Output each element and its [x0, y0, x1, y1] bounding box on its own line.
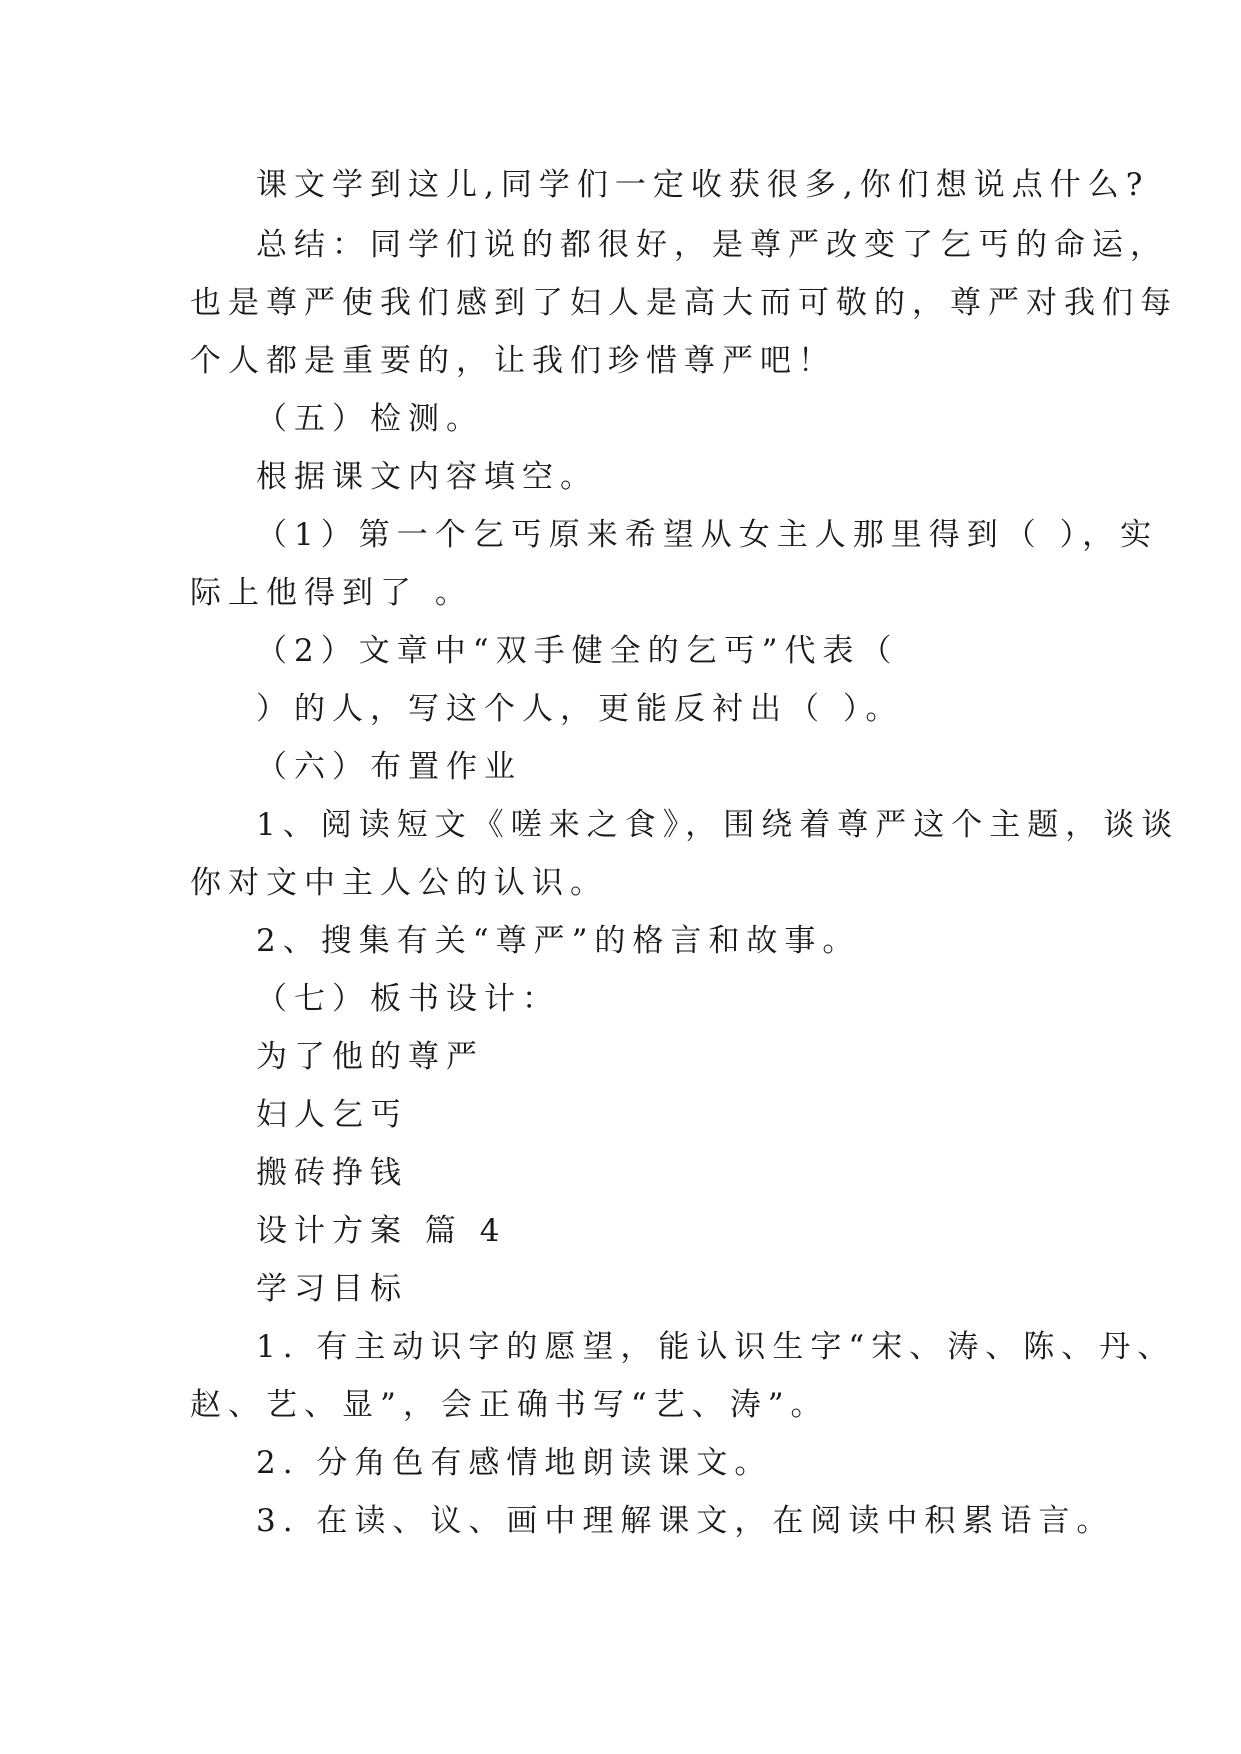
section-heading: （七）板书设计：: [256, 981, 560, 1017]
paragraph-line: （2）文章中“双手健全的乞丐”代表（: [256, 633, 899, 669]
paragraph-line: 3. 在读、议、画中理解课文，在阅读中积累语言。: [256, 1503, 1115, 1539]
paragraph-line: 1. 有主动识字的愿望，能认识生字“宋、涛、陈、丹、: [256, 1329, 1176, 1365]
paragraph-line: 也是尊严使我们感到了妇人是高大而可敬的，尊严对我们每: [190, 285, 1178, 321]
paragraph-line: 为了他的尊严: [256, 1039, 484, 1075]
section-heading: （五）检测。: [256, 401, 484, 437]
paragraph-line: 赵、艺、显”，会正确书写“艺、涛”。: [190, 1387, 829, 1423]
paragraph-line: 根据课文内容填空。: [256, 459, 598, 495]
paragraph-line: 2. 分角色有感情地朗读课文。: [256, 1445, 773, 1481]
paragraph-line: ）的人，写这个人，更能反衬出（ ）。: [256, 691, 904, 727]
paragraph-line: 际上他得到了 。: [190, 575, 473, 611]
paragraph-line: （1）第一个乞丐原来希望从女主人那里得到（ ），实: [256, 517, 1159, 553]
paragraph-line: 总结：同学们说的都很好，是尊严改变了乞丐的命运，: [256, 227, 1168, 263]
section-heading: 学习目标: [256, 1271, 408, 1307]
section-heading: 设计方案 篇 4: [256, 1213, 507, 1249]
paragraph-line: 课文学到这儿,同学们一定收获很多,你们想说点什么?: [256, 167, 1150, 203]
paragraph-line: 搬砖挣钱: [256, 1155, 408, 1191]
paragraph-line: 你对文中主人公的认识。: [190, 865, 608, 901]
paragraph-line: 妇人乞丐: [256, 1097, 408, 1133]
paragraph-line: 1、阅读短文《嗟来之食》，围绕着尊严这个主题，谈谈: [256, 807, 1180, 843]
paragraph-line: 个人都是重要的，让我们珍惜尊严吧！: [190, 343, 836, 379]
section-heading: （六）布置作业: [256, 749, 522, 785]
paragraph-line: 2、搜集有关“尊严”的格言和故事。: [256, 923, 861, 959]
